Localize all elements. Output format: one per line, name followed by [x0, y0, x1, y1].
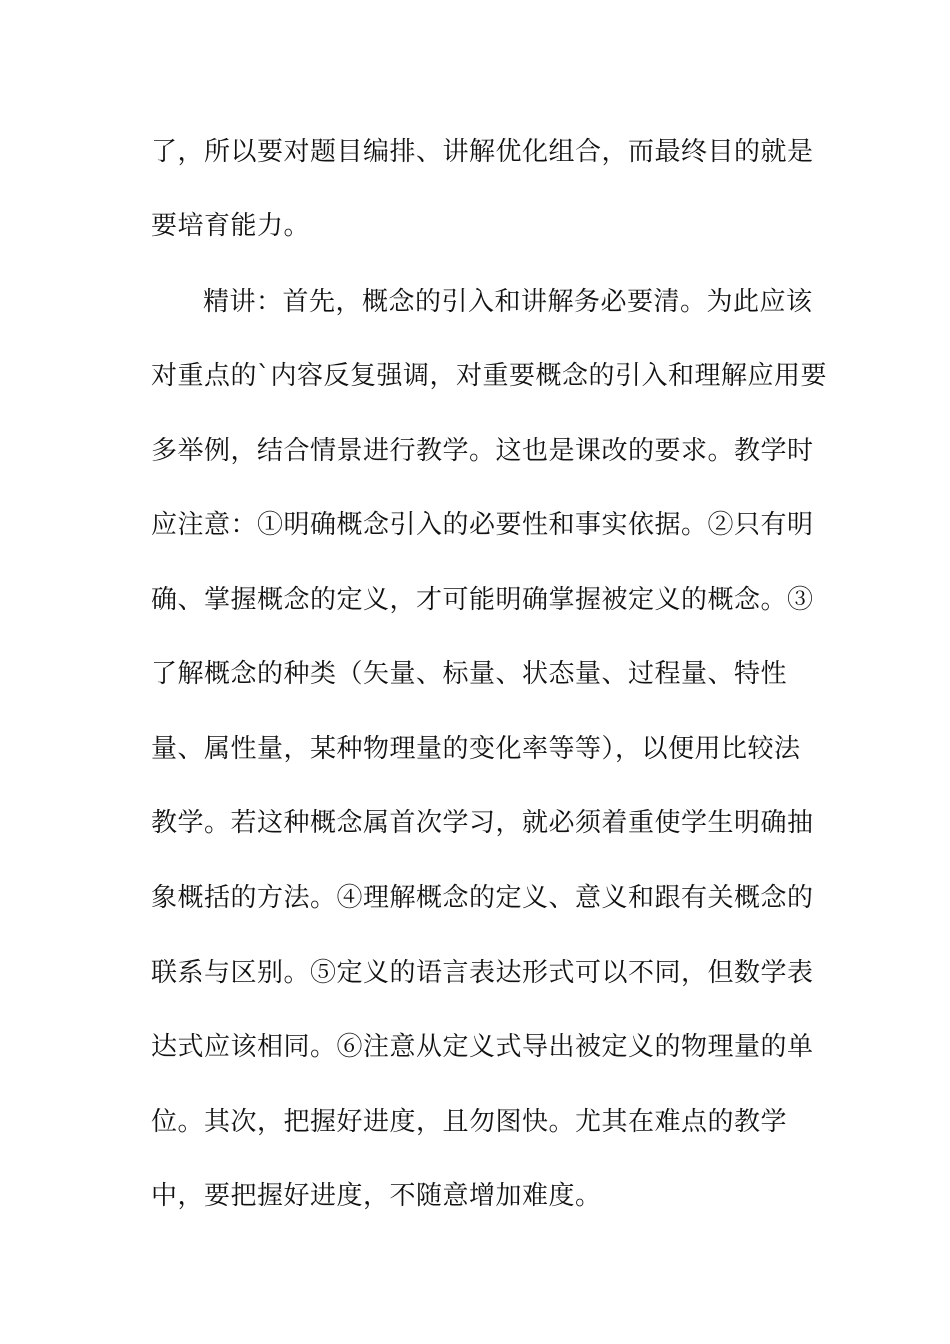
text-line-14: 位。其次，把握好进度，且勿图快。尤其在难点的教学	[151, 1107, 788, 1137]
text-line-13: 达式应该相同。⑥注意从定义式导出被定义的物理量的单	[151, 1032, 814, 1062]
text-line-10: 教学。若这种概念属首次学习，就必须着重使学生明确抽	[151, 808, 814, 838]
text-line-7: 确、掌握概念的定义，才可能明确掌握被定义的概念。③	[151, 585, 814, 615]
text-line-6: 应注意：①明确概念引入的必要性和事实依据。②只有明	[151, 510, 814, 540]
text-line-4: 对重点的`内容反复强调，对重要概念的引入和理解应用要	[151, 361, 828, 391]
text-line-9: 量、属性量，某种物理量的变化率等等），以便用比较法	[151, 734, 801, 764]
text-line-11: 象概括的方法。④理解概念的定义、意义和跟有关概念的	[151, 883, 814, 913]
text-line-3: 精讲：首先，概念的引入和讲解务必要清。为此应该	[203, 287, 813, 317]
text-line-8: 了解概念的种类（矢量、标量、状态量、过程量、特性	[151, 659, 788, 689]
text-line-15: 中，要把握好进度，不随意增加难度。	[151, 1181, 602, 1211]
text-line-5: 多举例，结合情景进行教学。这也是课改的要求。教学时	[151, 436, 814, 466]
text-line-1: 了，所以要对题目编排、讲解优化组合，而最终目的就是	[151, 137, 814, 167]
text-line-2: 要培育能力。	[151, 211, 311, 241]
text-line-12: 联系与区别。⑤定义的语言表达形式可以不同，但数学表	[151, 958, 814, 988]
